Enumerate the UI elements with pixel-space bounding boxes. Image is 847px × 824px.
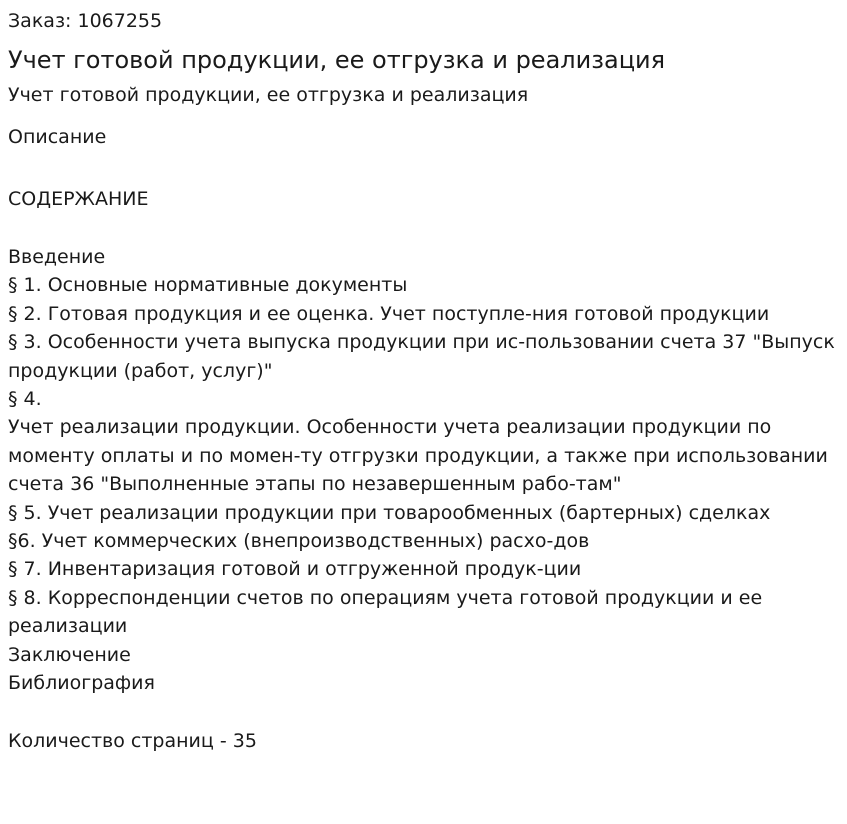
toc-item-bibliography: Библиография	[8, 672, 155, 695]
toc-item-3: § 3. Особенности учета выпуска продукции при ис-пользовании счета 37 "Выпуск продукции (работ, услуг)"	[8, 331, 835, 382]
toc-list	[8, 243, 839, 698]
toc-item-4: § 4.	[8, 388, 42, 411]
toc-heading: СОДЕРЖАНИЕ	[8, 188, 149, 210]
toc-item-4-text: Учет реализации продукции. Особенности учета реализации продукции по моменту оплаты и по момен-ту отгрузки продукции, а также при использовании счета 36 "Выполненные этапы по незавершенным рабо-там"	[8, 416, 828, 496]
toc-item-8: § 8. Корреспонденции счетов по операциям учета готовой продукции и ее реализации	[8, 586, 763, 638]
order-number: Заказ: 1067255	[8, 10, 163, 32]
page-title: Учет готовой продукции, ее отгрузка и реализация	[8, 46, 666, 74]
toc-item-1: § 1. Основные нормативные документы	[8, 274, 408, 297]
toc-item-2: § 2. Готовая продукция и ее оценка. Учет поступле-ния готовой продукции	[8, 302, 770, 325]
toc-item-7: § 7. Инвентаризация готовой и отгруженной продук-ции	[8, 558, 582, 581]
pages-count: Количество страниц - 35	[8, 729, 257, 752]
toc-item-5: § 5. Учет реализации продукции при товарообменных (бартерных) сделках	[8, 501, 771, 524]
toc-item-conclusion: Заключение	[8, 643, 131, 666]
page-subtitle: Учет готовой продукции, ее отгрузка и реализация	[8, 84, 529, 106]
description-label: Описание	[8, 126, 107, 148]
toc-item-6: §6. Учет коммерческих (внепроизводственных) расхо-дов	[8, 530, 590, 553]
toc-item-intro: Введение	[8, 246, 106, 268]
